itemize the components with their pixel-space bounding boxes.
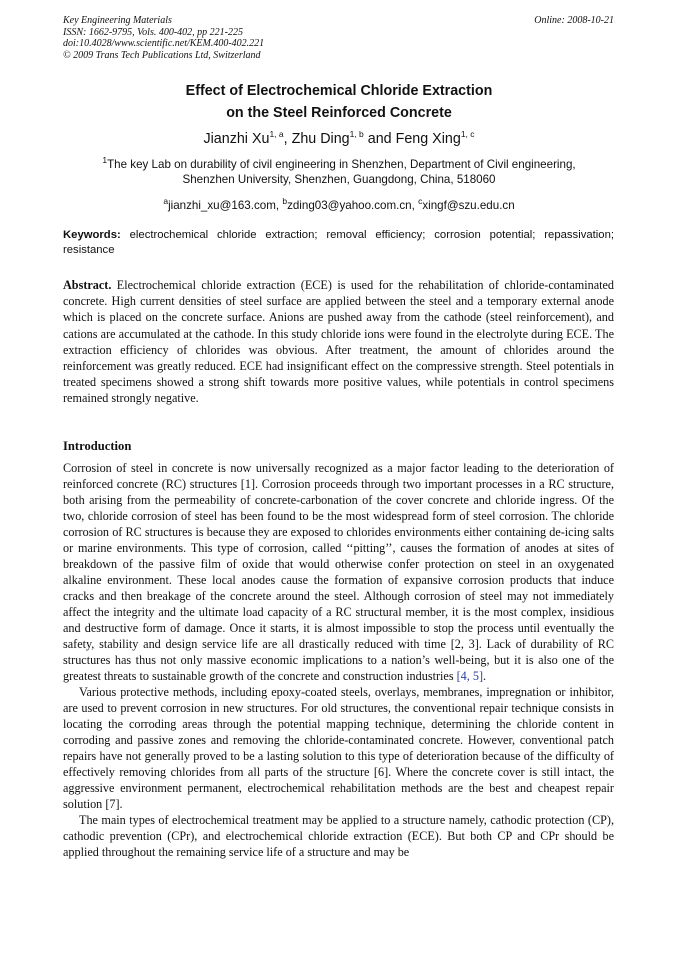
keywords — [63, 228, 614, 258]
online-date: Online: 2008-10-21 — [534, 15, 614, 26]
paragraph-end: . — [483, 669, 487, 683]
email-link[interactable]: jianzhi_xu@163.com, — [168, 198, 280, 212]
abstract — [63, 277, 614, 407]
paragraph: Various protective methods, including epoxy-coated steels, overlays, membranes, impregnation or inhibitor, are used to prevent corrosion in new structures. For old structures, the conventional repair technique consists in locating the corroding areas through the potential mapping technique, determining the chloride content in corroding and passive zones and removing the chloride-contaminated concrete. However, conventional patch repairs have not generally proved to be a lasting solution to this type of deterioration because of the difficulty of effectively removing chlorides from all parts of the structure [6]. Where the concrete cover is still intact, the aggressive environment permanent, electrochemical rehabilitation methods are the best and cheapest repair solution [7]. — [63, 685, 614, 811]
email-mark: b — [282, 195, 288, 206]
affiliation-mark: 1 — [102, 154, 108, 165]
issn-line: ISSN: 1662-9795, Vols. 400-402, pp 221-225 — [63, 26, 243, 38]
email-mark: c — [418, 195, 423, 206]
journal-name: Key Engineering Materials — [63, 15, 172, 26]
author-name: Zhu Ding — [291, 130, 350, 147]
author-list: Jianzhi Xu$^{1, a}$, Zhu Ding$^{1, b}$ and Feng Xing$^{1, c}$ — [203, 129, 475, 147]
email-link[interactable]: xingf@szu.edu.cn — [422, 198, 515, 212]
email-link[interactable]: zding03@yahoo.com.cn, — [287, 198, 415, 212]
email-mark: a — [163, 195, 169, 206]
author-affil-mark: 1, b — [349, 129, 364, 139]
paragraph-text: Corrosion of steel in concrete is now universally recognized as a major factor leading to the deterioration of reinforced concrete (RC) structures [1]. Corrosion proceeds through two important processes in a RC structure, both arising from the permeability of concrete-carbonation of the cover concrete and chloride ingress. Of the two, chloride corrosion of steel has been found to be the most widespread form of steel corrosion. The chloride corrosion of RC structures is because they are exposed to chlorides environments either containing de-icing salts or marine environments. This type of corrosion, called ‘‘pitting’’, causes the formation of anodes at sites of breakdown of the passive film of oxide that would otherwise confer protection on steel in an oxygenated alkaline environment. These local anodes cause the formation of expansive corrosion products that induce cracks and then breakage of the concrete around the steel. Although corrosion of steel may not immediately affect the integrity and the ultimate load capacity of a RC structural member, it is the most complex, insidious and destructive form of damage. Once it starts, it is almost impossible to stop the process until eventually the safety, stability and design service life are all drastically reduced with time [2, 3]. Lack of durability of RC structures has thus not only massive economic implications to a nation’s well-being, but it is also one of the greatest threats to sustainable growth of the concrete and construction industries — [63, 461, 614, 683]
abstract-label: Abstract. — [63, 278, 112, 292]
paragraph: The main types of electrochemical treatment may be applied to a structure namely, cathodic protection (CP), cathodic prevention (CPr), and electrochemical chloride extraction (ECE). But both CP and CPr should be applied throughout the remaining service life of a structure and may be — [63, 813, 614, 859]
journal-header — [63, 15, 614, 61]
affiliation-line-1: The key Lab on durability of civil engineering in Shenzhen, Department of Civil engineering, — [107, 157, 576, 171]
author-affil-mark: 1, a — [269, 129, 284, 139]
abstract-text: Electrochemical chloride extraction (ECE) is used for the rehabilitation of chloride-contaminated concrete. High current densities of steel surface are applied between the steel and a temporary external anode which is placed on the concrete surface. Anions are pushed away from the cathode (steel reinforcement), and cations are accumulated at the cathode. In this study chloride ions were found in the electrolyte during ECE. The extraction efficiency of chlorides was obvious. After treatment, the amount of chlorides around the reinforcement was greatly reduced. ECE had insignificant effect on the compressive strength. Steel potentials in treated specimens showed a strong shift towards more positive values, while potentials in control specimens remained strongly negative. — [63, 278, 614, 406]
paper-title-line-2: on the Steel Reinforced Concrete — [226, 105, 452, 121]
keywords-label: Keywords: — [63, 229, 121, 241]
paper-title-line-1: Effect of Electrochemical Chloride Extraction — [185, 83, 493, 99]
introduction-body — [63, 460, 614, 860]
paragraph — [63, 460, 614, 684]
author-conjunction: and — [367, 130, 392, 147]
title-block — [40, 80, 638, 212]
author-name: Jianzhi Xu — [203, 130, 270, 147]
copyright-line: © 2009 Trans Tech Publications Ltd, Switzerland — [63, 49, 261, 61]
doi-line: doi:10.4028/www.scientific.net/KEM.400-402.221 — [63, 38, 265, 50]
citation-link[interactable]: [4, 5] — [456, 669, 484, 683]
affiliation-line-2: Shenzhen University, Shenzhen, Guangdong, China, 518060 — [182, 173, 496, 187]
keywords-text: electrochemical chloride extraction; removal efficiency; corrosion potential; repassivation; resistance — [63, 229, 614, 256]
author-affil-mark: 1, c — [460, 129, 475, 139]
section-heading-introduction: Introduction — [63, 439, 132, 453]
affiliation — [40, 153, 638, 188]
author-emails — [40, 194, 638, 213]
author-name: Feng Xing — [395, 130, 461, 147]
